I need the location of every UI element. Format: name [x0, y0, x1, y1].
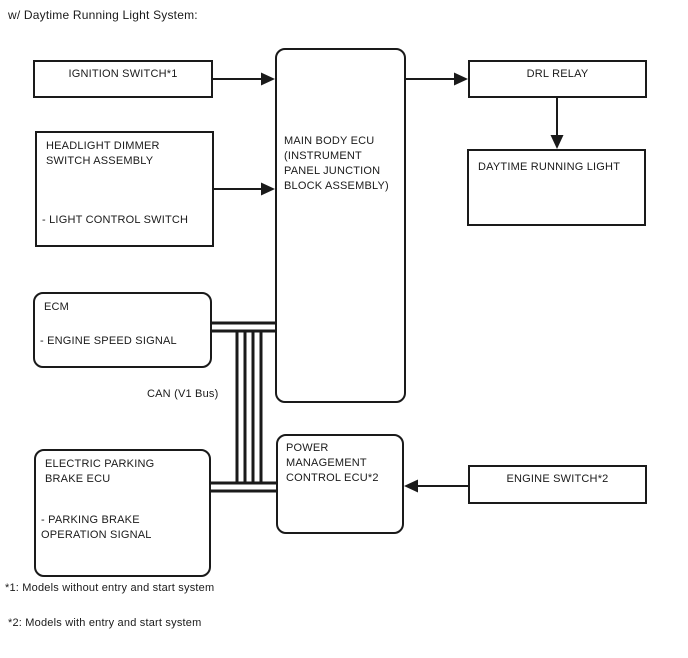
node-electric-parking-brake-label: ELECTRIC PARKING BRAKE ECU — [45, 458, 155, 485]
node-ignition-switch-label: IGNITION SWITCH*1 — [68, 68, 178, 80]
node-drl-relay-label: DRL RELAY — [526, 68, 589, 80]
page-title: w/ Daytime Running Light System: — [8, 8, 198, 22]
arrow-dimmer-to-mainbody — [214, 183, 275, 196]
node-ecm-sub-label: - ENGINE SPEED SIGNAL — [40, 335, 177, 347]
node-drl-relay — [468, 60, 647, 98]
arrow-engineswitch-to-pmecu — [404, 480, 468, 493]
node-ignition-switch — [33, 60, 213, 98]
node-engine-switch-label: ENGINE SWITCH*2 — [506, 473, 609, 485]
arrow-ignition-to-mainbody — [213, 73, 275, 86]
footnote-1: *1: Models without entry and start system — [5, 582, 215, 594]
footnote-2: *2: Models with entry and start system — [8, 617, 202, 629]
can-bus-ecm-link — [211, 322, 277, 333]
can-bus-label: CAN (V1 Bus) — [147, 388, 219, 400]
arrow-drlrelay-to-light — [551, 98, 564, 149]
node-headlight-dimmer-label: HEADLIGHT DIMMER SWITCH ASSEMBLY — [46, 140, 160, 167]
node-engine-switch — [468, 465, 647, 504]
node-daytime-running-light — [467, 149, 646, 226]
arrow-mainbody-to-drlrelay — [406, 73, 468, 86]
node-power-management-ecu — [276, 434, 404, 534]
node-ecm-label: ECM — [44, 301, 70, 313]
node-main-body-ecu-label: MAIN BODY ECU (INSTRUMENT PANEL JUNCTION BLOCK ASSEMBLY) — [284, 135, 389, 192]
node-power-management-ecu-label: POWER MANAGEMENT CONTROL ECU*2 — [286, 442, 379, 484]
node-daytime-running-light-label: DAYTIME RUNNING LIGHT — [478, 161, 621, 173]
node-main-body-ecu — [275, 48, 406, 403]
node-electric-parking-brake-ecu — [34, 449, 211, 577]
node-headlight-dimmer-switch — [35, 131, 214, 247]
can-bus-epb-link — [209, 482, 278, 493]
node-electric-parking-brake-sub-label: - PARKING BRAKE OPERATION SIGNAL — [41, 514, 152, 541]
node-ecm — [33, 292, 212, 368]
node-headlight-dimmer-sub-label: - LIGHT CONTROL SWITCH — [42, 214, 189, 226]
can-bus-vertical-lines — [237, 323, 261, 491]
